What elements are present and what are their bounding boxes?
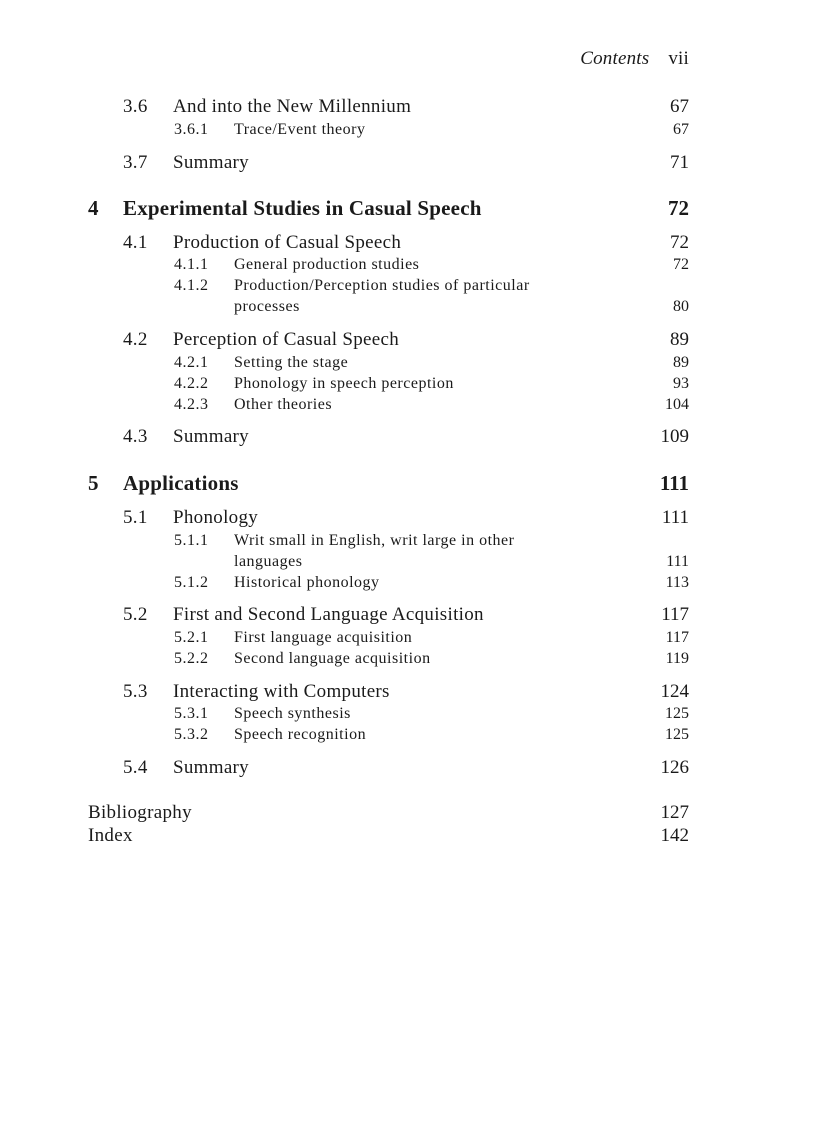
running-header-page-number: vii bbox=[668, 48, 689, 69]
subsection-title: Speech synthesis bbox=[234, 705, 351, 722]
page-number: 117 bbox=[661, 604, 689, 625]
subsection-number: 3.6.1 bbox=[174, 121, 209, 138]
section-title: Summary bbox=[173, 152, 249, 173]
page-number: 72 bbox=[670, 232, 689, 253]
section-title: Phonology bbox=[173, 507, 259, 528]
section-number: 5.3 bbox=[123, 681, 148, 702]
section-number: 5.4 bbox=[123, 757, 148, 778]
chapter-number: 4 bbox=[88, 196, 99, 220]
section-number: 3.6 bbox=[123, 96, 148, 117]
subsection-title: Writ small in English, writ large in other bbox=[234, 532, 515, 549]
section-number: 5.1 bbox=[123, 507, 148, 528]
page-number: 127 bbox=[660, 802, 689, 823]
subsection-title: Phonology in speech perception bbox=[234, 375, 454, 392]
toc-section-3-7[interactable] bbox=[123, 152, 249, 174]
subsection-number: 4.1.2 bbox=[174, 277, 209, 294]
toc-section-4-3[interactable] bbox=[123, 426, 249, 448]
page-number: 126 bbox=[660, 757, 689, 778]
toc-chapter-5[interactable] bbox=[88, 471, 239, 496]
page-number: 80 bbox=[673, 298, 689, 315]
toc-section-5-4[interactable] bbox=[123, 757, 249, 779]
toc-section-5-2[interactable] bbox=[123, 604, 484, 626]
section-title: Production of Casual Speech bbox=[173, 232, 402, 253]
page-number: 119 bbox=[665, 650, 689, 667]
toc-subsection-5-1-2[interactable] bbox=[174, 574, 380, 592]
subsection-title: Other theories bbox=[234, 396, 333, 413]
section-number: 5.2 bbox=[123, 604, 148, 625]
page-number: 142 bbox=[660, 825, 689, 846]
section-title: Interacting with Computers bbox=[173, 681, 390, 702]
subsection-number: 5.2.2 bbox=[174, 650, 209, 667]
running-header bbox=[580, 48, 689, 70]
page-number: 67 bbox=[670, 96, 689, 117]
page-number: 113 bbox=[665, 574, 689, 591]
subsection-number: 4.2.1 bbox=[174, 354, 209, 371]
subsection-title: First language acquisition bbox=[234, 629, 413, 646]
page-number: 67 bbox=[673, 121, 689, 138]
section-title: Perception of Casual Speech bbox=[173, 329, 400, 350]
page-number: 125 bbox=[665, 726, 689, 743]
section-number: 4.2 bbox=[123, 329, 148, 350]
section-number: 3.7 bbox=[123, 152, 148, 173]
chapter-title: Experimental Studies in Casual Speech bbox=[123, 196, 482, 220]
toc-section-5-1[interactable] bbox=[123, 507, 258, 529]
subsection-number: 5.1.1 bbox=[174, 532, 209, 549]
toc-subsection-4-1-1[interactable] bbox=[174, 256, 419, 274]
toc-index[interactable]: Index bbox=[88, 825, 133, 846]
toc-subsection-4-2-3[interactable] bbox=[174, 396, 332, 414]
toc-subsection-5-2-1[interactable] bbox=[174, 629, 412, 647]
page-number: 93 bbox=[673, 375, 689, 392]
toc-subsection-5-3-2[interactable] bbox=[174, 726, 366, 744]
toc-section-4-1[interactable] bbox=[123, 232, 401, 254]
subsection-number: 5.2.1 bbox=[174, 629, 209, 646]
section-title: And into the New Millennium bbox=[173, 96, 412, 117]
subsection-title: Speech recognition bbox=[234, 726, 367, 743]
toc-subsection-3-6-1[interactable] bbox=[174, 121, 365, 139]
subsection-number: 5.3.2 bbox=[174, 726, 209, 743]
page-number: 125 bbox=[665, 705, 689, 722]
subsection-number: 5.1.2 bbox=[174, 574, 209, 591]
subsection-number: 4.2.3 bbox=[174, 396, 209, 413]
toc-section-4-2[interactable] bbox=[123, 329, 399, 351]
section-title: Summary bbox=[173, 426, 249, 447]
subsection-title: General production studies bbox=[234, 256, 420, 273]
chapter-title: Applications bbox=[123, 471, 239, 495]
page-number: 111 bbox=[661, 507, 689, 528]
toc-subsection-4-1-2[interactable] bbox=[174, 277, 530, 295]
running-header-title: Contents bbox=[580, 48, 650, 69]
page-number: 89 bbox=[670, 329, 689, 350]
subsection-number: 4.2.2 bbox=[174, 375, 209, 392]
subsection-title-continuation: languages bbox=[234, 553, 303, 570]
page-number: 89 bbox=[673, 354, 689, 371]
page-number: 72 bbox=[668, 196, 689, 220]
toc-subsection-4-2-1[interactable] bbox=[174, 354, 348, 372]
toc-bibliography[interactable]: Bibliography bbox=[88, 802, 192, 823]
subsection-title: Production/Perception studies of particular bbox=[234, 277, 530, 294]
toc-subsection-5-2-2[interactable] bbox=[174, 650, 431, 668]
toc-section-5-3[interactable] bbox=[123, 681, 390, 703]
toc-subsection-5-3-1[interactable] bbox=[174, 705, 351, 723]
page-number: 72 bbox=[673, 256, 689, 273]
subsection-title: Setting the stage bbox=[234, 354, 349, 371]
subsection-number: 5.3.1 bbox=[174, 705, 209, 722]
page-number: 117 bbox=[665, 629, 689, 646]
page-number: 111 bbox=[659, 471, 689, 495]
section-number: 4.3 bbox=[123, 426, 148, 447]
section-title: First and Second Language Acquisition bbox=[173, 604, 484, 625]
chapter-number: 5 bbox=[88, 471, 99, 495]
toc-chapter-4[interactable] bbox=[88, 196, 482, 221]
toc-subsection-5-1-1[interactable] bbox=[174, 532, 514, 550]
section-title: Summary bbox=[173, 757, 249, 778]
page-number: 71 bbox=[670, 152, 689, 173]
toc-section-3-6[interactable] bbox=[123, 96, 411, 118]
section-number: 4.1 bbox=[123, 232, 148, 253]
page-number: 104 bbox=[665, 396, 689, 413]
subsection-title: Second language acquisition bbox=[234, 650, 431, 667]
page-number: 111 bbox=[666, 553, 689, 570]
subsection-title-continuation: processes bbox=[234, 298, 300, 315]
toc-subsection-4-2-2[interactable] bbox=[174, 375, 454, 393]
page-number: 124 bbox=[660, 681, 689, 702]
subsection-number: 4.1.1 bbox=[174, 256, 209, 273]
subsection-title: Historical phonology bbox=[234, 574, 380, 591]
subsection-title: Trace/Event theory bbox=[234, 121, 366, 138]
page-number: 109 bbox=[660, 426, 689, 447]
